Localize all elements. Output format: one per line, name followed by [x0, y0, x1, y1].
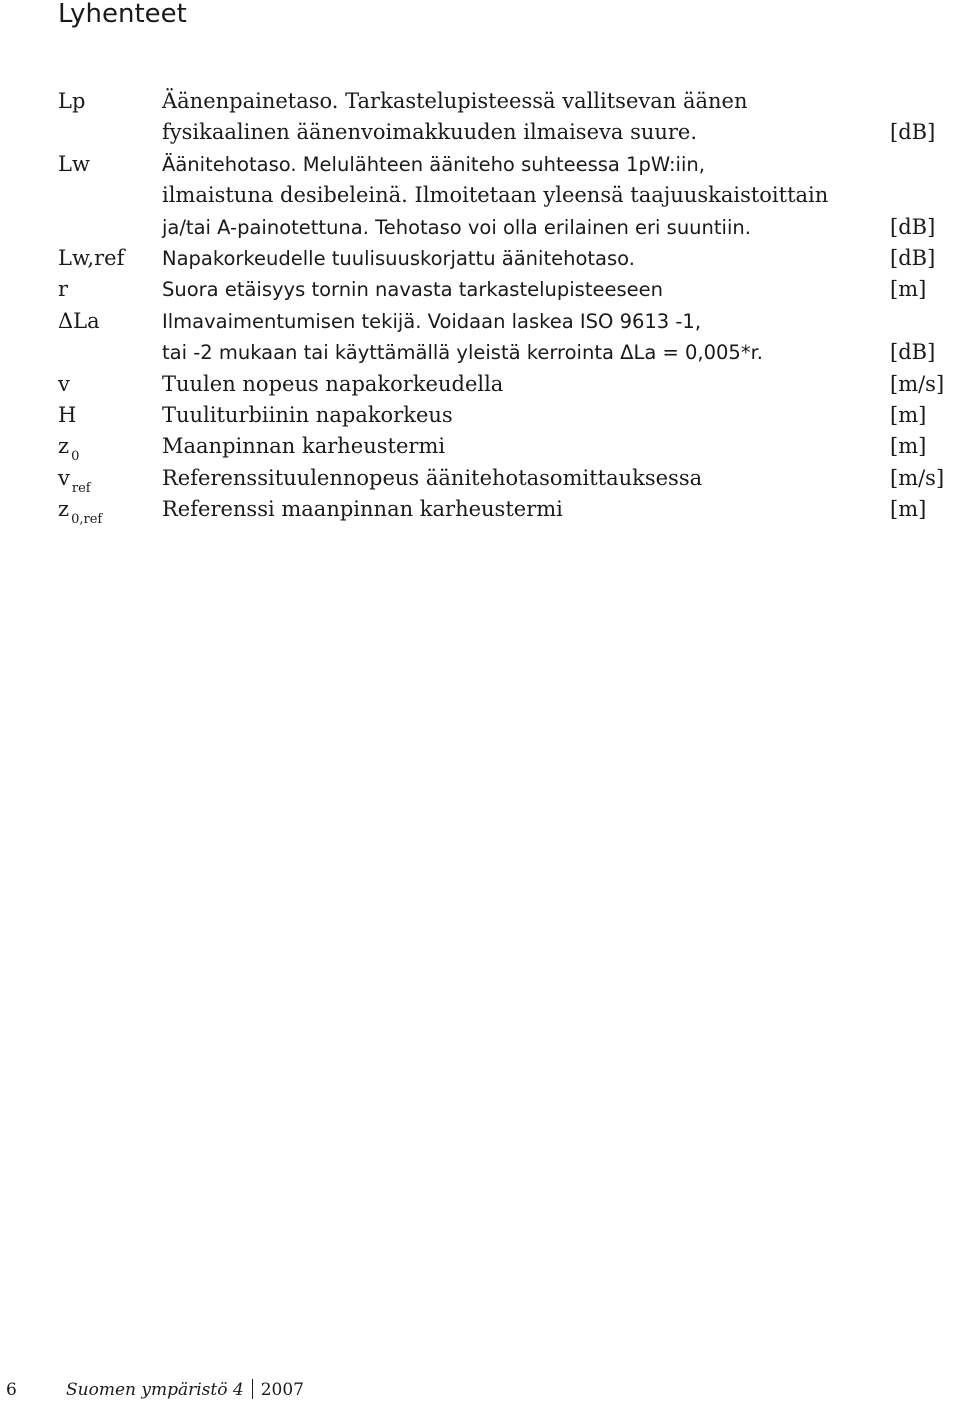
- abbreviation-symbol: [58, 431, 162, 465]
- definition-text: Napakorkeudelle tuulisuuskorjattu äänitehotaso.: [162, 247, 635, 271]
- definition-text: fysikaalinen äänenvoimakkuuden ilmaiseva suure.: [162, 120, 698, 145]
- abbreviation-row: [58, 149, 960, 243]
- definition-line: [162, 243, 960, 274]
- definition-text: Äänenpainetaso. Tarkastelupisteessä vallitsevan äänen: [162, 89, 748, 113]
- symbol-text: v: [58, 371, 70, 396]
- abbreviation-symbol: [58, 494, 162, 528]
- abbreviation-definition: [162, 306, 960, 369]
- abbreviation-symbol: [58, 274, 162, 305]
- definition-line: [162, 180, 960, 211]
- symbol-text: r: [58, 277, 69, 302]
- symbol-text: H: [58, 403, 77, 428]
- definition-text: Tuulen nopeus napakorkeudella: [162, 371, 504, 396]
- definition-line: [162, 431, 960, 462]
- abbreviation-symbol: [58, 149, 162, 180]
- definition-text: Tuuliturbiinin napakorkeus: [162, 403, 453, 428]
- symbol-subscript: 0: [71, 449, 80, 465]
- unit-label: [dB]: [890, 120, 936, 145]
- unit-label: [m]: [890, 403, 927, 428]
- definition-line: [162, 274, 960, 305]
- definition-line: [162, 494, 960, 525]
- unit-label: [dB]: [890, 214, 936, 239]
- abbreviation-definition: [162, 494, 960, 525]
- abbreviation-row: [58, 243, 960, 274]
- unit-label: [m]: [890, 497, 927, 522]
- abbreviation-symbol: [58, 306, 162, 337]
- page-number: 6: [6, 1380, 17, 1400]
- abbreviation-definition: [162, 274, 960, 305]
- symbol-text: z: [58, 434, 70, 459]
- abbreviation-symbol: [58, 86, 162, 117]
- unit-label: [m/s]: [890, 465, 945, 490]
- symbol-text: Lw: [58, 151, 90, 176]
- unit-label: [m/s]: [890, 371, 945, 396]
- definition-text: Äänitehotaso. Melulähteen ääniteho suhteessa 1pW:iin,: [162, 152, 705, 176]
- abbreviation-definition: [162, 431, 960, 462]
- symbol-text: Lp: [58, 89, 86, 113]
- abbreviation-row: [58, 369, 960, 400]
- unit-label: [890, 306, 960, 337]
- definition-line: [162, 86, 960, 117]
- unit-label: [m]: [890, 277, 927, 302]
- unit-label: [890, 180, 960, 211]
- definition-text: Maanpinnan karheustermi: [162, 434, 446, 459]
- abbreviation-row: [58, 463, 960, 494]
- symbol-subscript: 0,ref: [71, 512, 103, 528]
- definition-text: Suora etäisyys tornin navasta tarkastelupisteeseen: [162, 278, 663, 302]
- symbol-text: z: [58, 497, 70, 522]
- abbreviation-list: [58, 86, 960, 526]
- publication-year: 2007: [260, 1380, 304, 1400]
- publication-name: Suomen ympäristö 4: [66, 1380, 244, 1400]
- abbreviation-row: [58, 400, 960, 431]
- definition-line: [162, 400, 960, 431]
- abbreviation-definition: [162, 463, 960, 494]
- abbreviation-definition: [162, 149, 960, 243]
- abbreviation-row: [58, 274, 960, 305]
- definition-text: Referenssi maanpinnan karheustermi: [162, 497, 563, 522]
- definition-line: [162, 337, 960, 368]
- unit-label: [890, 149, 960, 180]
- abbreviation-definition: [162, 369, 960, 400]
- abbreviation-row: [58, 306, 960, 369]
- definition-line: [162, 117, 960, 148]
- definition-line: [162, 306, 960, 337]
- definition-line: [162, 212, 960, 243]
- definition-text: ja/tai A-painotettuna. Tehotaso voi olla erilainen eri suuntiin.: [162, 215, 751, 239]
- symbol-subscript: ref: [71, 480, 91, 496]
- abbreviation-symbol: [58, 463, 162, 494]
- abbreviation-symbol: [58, 243, 162, 274]
- unit-label: [m]: [890, 434, 927, 459]
- definition-line: [162, 149, 960, 180]
- page-heading: Lyhenteet: [58, 0, 187, 29]
- abbreviation-row: [58, 431, 960, 465]
- abbreviation-row: [58, 86, 960, 149]
- abbreviation-definition: [162, 243, 960, 274]
- page-footer: [0, 1378, 304, 1402]
- unit-label: [dB]: [890, 246, 936, 271]
- definition-text: Referenssituulennopeus äänitehotasomittauksessa: [162, 465, 703, 490]
- abbreviation-definition: [162, 400, 960, 431]
- unit-label: [dB]: [890, 340, 936, 365]
- definition-line: [162, 463, 960, 494]
- symbol-text: v: [58, 465, 70, 490]
- abbreviation-row: [58, 494, 960, 528]
- symbol-text: Lw,ref: [58, 246, 125, 271]
- definition-line: [162, 369, 960, 400]
- abbreviation-symbol: [58, 369, 162, 400]
- footer-divider: [252, 1379, 253, 1399]
- definition-text: ilmaistuna desibeleinä. Ilmoitetaan yleensä taajuuskaistoittain: [162, 183, 829, 208]
- abbreviation-definition: [162, 86, 960, 149]
- definition-text: Ilmavaimentumisen tekijä. Voidaan laskea ISO 9613 -1,: [162, 309, 702, 333]
- abbreviation-symbol: [58, 400, 162, 431]
- unit-label: [890, 86, 960, 117]
- symbol-text: ΔLa: [58, 308, 100, 333]
- definition-text: tai -2 mukaan tai käyttämällä yleistä kerrointa ΔLa = 0,005*r.: [162, 341, 764, 365]
